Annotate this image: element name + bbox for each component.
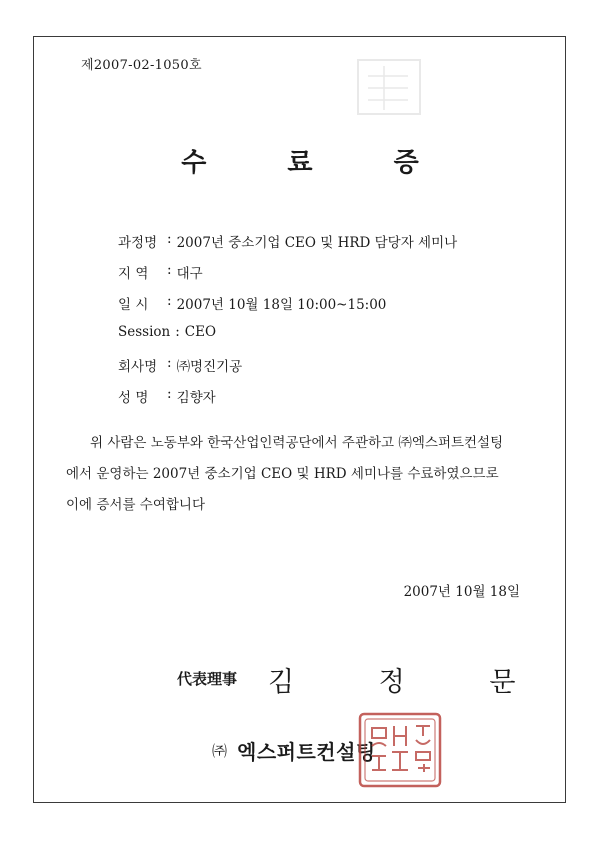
- representative-name: 김 정 문: [268, 667, 554, 698]
- field-separator: :: [167, 231, 172, 247]
- field-session: [118, 324, 457, 355]
- certificate-title: 수 료 증: [181, 148, 455, 178]
- field-label: 일 시: [118, 297, 149, 313]
- body-line: 이에 증서를 수여합니다: [66, 497, 205, 513]
- field-datetime: [118, 293, 457, 324]
- issuer-company: [212, 736, 376, 765]
- representative-title: 代表理事: [177, 670, 238, 688]
- field-region: [118, 262, 457, 293]
- field-label: Session: [118, 324, 171, 340]
- field-name: [118, 386, 457, 417]
- field-separator: :: [167, 355, 172, 371]
- field-label: 지 역: [118, 266, 149, 282]
- issue-date: 2007년 10월 18일: [403, 584, 520, 600]
- field-label: 회사명: [118, 359, 158, 375]
- field-value: 김향자: [176, 390, 216, 406]
- field-value: 대구: [176, 266, 203, 282]
- field-separator: :: [167, 386, 172, 402]
- body-line: 에서 운영하는 2007년 중소기업 CEO 및 HRD 세미나를 수료하였으므로: [66, 466, 499, 482]
- field-label: 과정명: [118, 235, 158, 251]
- field-separator: :: [167, 262, 172, 278]
- company-name: 엑스퍼트컨설팅: [237, 740, 376, 764]
- field-label: 성 명: [118, 390, 149, 406]
- field-separator: :: [167, 293, 172, 309]
- field-value: CEO: [184, 324, 217, 340]
- certificate-fields: [118, 231, 457, 417]
- field-value: ㈜명진기공: [176, 359, 243, 375]
- field-value: 2007년 중소기업 CEO 및 HRD 담당자 세미나: [176, 235, 458, 251]
- body-line: 위 사람은 노동부와 한국산업인력공단에서 주관하고 ㈜엑스퍼트컨설팅: [90, 435, 504, 451]
- field-company: [118, 355, 457, 386]
- field-separator: :: [175, 324, 180, 340]
- field-value: 2007년 10월 18일 10:00~15:00: [176, 297, 387, 313]
- document-number: 제2007-02-1050호: [81, 58, 202, 73]
- certificate-body: [66, 428, 534, 521]
- official-seal-stamp: [358, 712, 442, 788]
- faint-seal-stamp: [354, 56, 424, 118]
- company-mark: ㈜: [212, 742, 228, 760]
- field-course: [118, 231, 457, 262]
